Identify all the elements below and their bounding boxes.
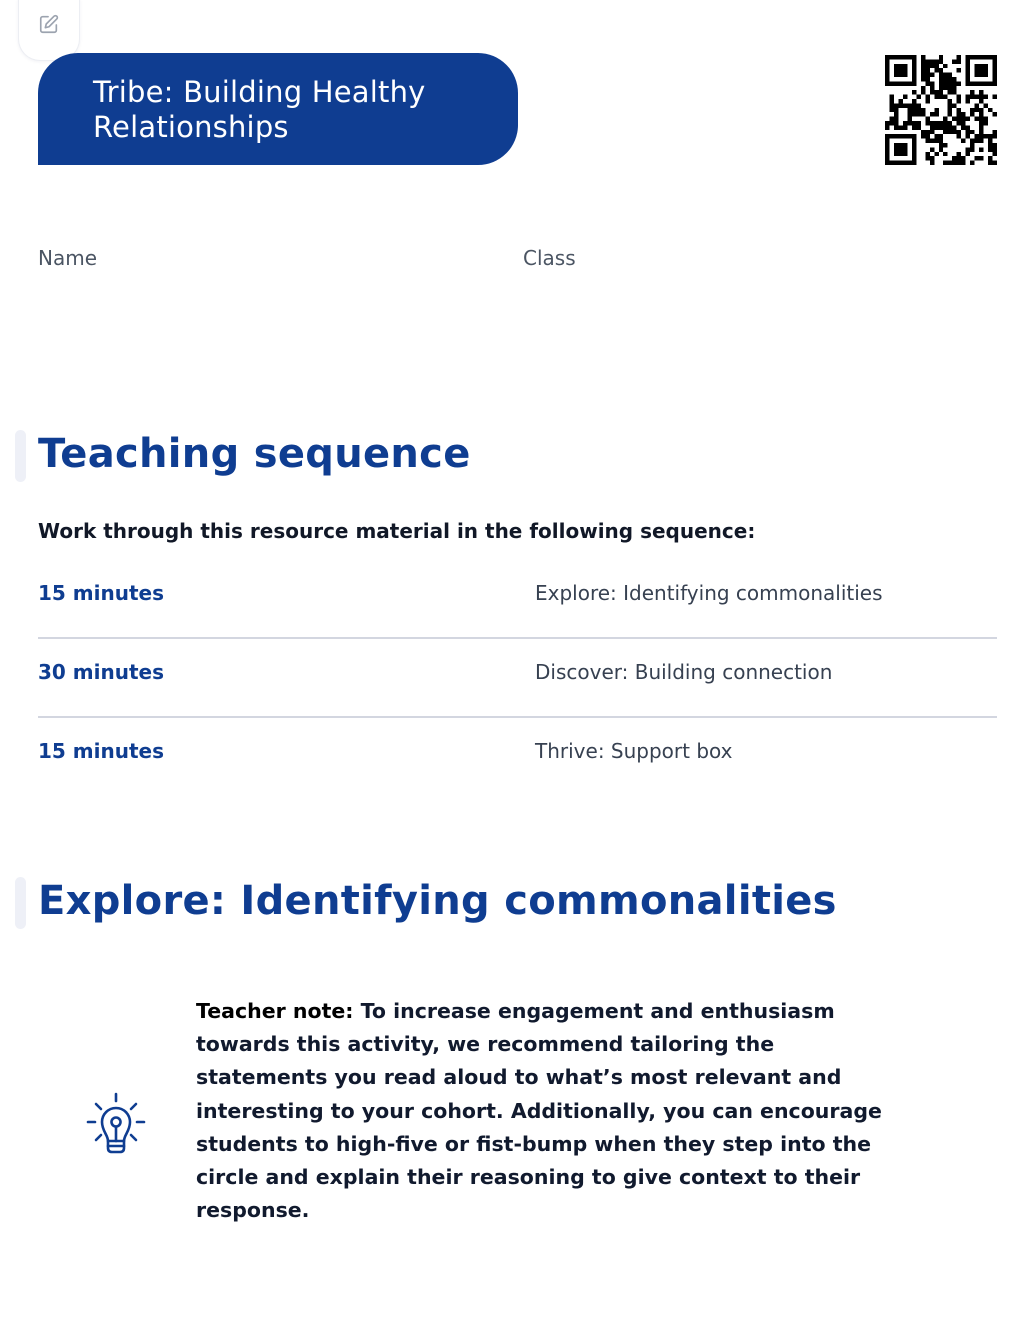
sequence-intro: Work through this resource material in the following sequence: xyxy=(38,519,756,543)
sequence-duration: 15 minutes xyxy=(38,739,164,763)
name-field-label: Name xyxy=(38,246,98,270)
sequence-activity: Discover: Building connection xyxy=(535,660,833,684)
sequence-row xyxy=(38,560,997,639)
teacher-note-body: To increase engagement and enthusiasm towards this activity, we recommend tailoring the statements you read aloud to what’s most relevant and interesting to your cohort. Additionally, you can encourage students to high-five or fist-bump when they step into the circle and explain their reasoning to give context to their response. xyxy=(196,999,882,1223)
lightbulb-icon xyxy=(84,1091,148,1159)
sequence-activity: Thrive: Support box xyxy=(535,739,733,763)
class-field-label: Class xyxy=(523,246,576,270)
section-drag-handle[interactable] xyxy=(15,430,26,482)
edit-icon xyxy=(38,19,60,39)
sequence-row xyxy=(38,639,997,718)
sequence-duration: 30 minutes xyxy=(38,660,164,684)
section-heading-teaching-sequence: Teaching sequence xyxy=(38,431,471,477)
teacher-note-label: Teacher note: xyxy=(196,999,354,1023)
sequence-activity: Explore: Identifying commonalities xyxy=(535,581,883,605)
sequence-row xyxy=(38,718,997,797)
edit-button[interactable] xyxy=(18,0,80,61)
qr-code-icon xyxy=(885,55,997,165)
sequence-duration: 15 minutes xyxy=(38,581,164,605)
teacher-note-text xyxy=(196,995,896,1227)
page-title: Tribe: Building Healthy Relationships xyxy=(93,75,426,144)
section-heading-explore: Explore: Identifying commonalities xyxy=(38,878,837,924)
sequence-table xyxy=(38,560,997,797)
title-banner xyxy=(38,53,518,165)
section-drag-handle[interactable] xyxy=(15,877,26,929)
